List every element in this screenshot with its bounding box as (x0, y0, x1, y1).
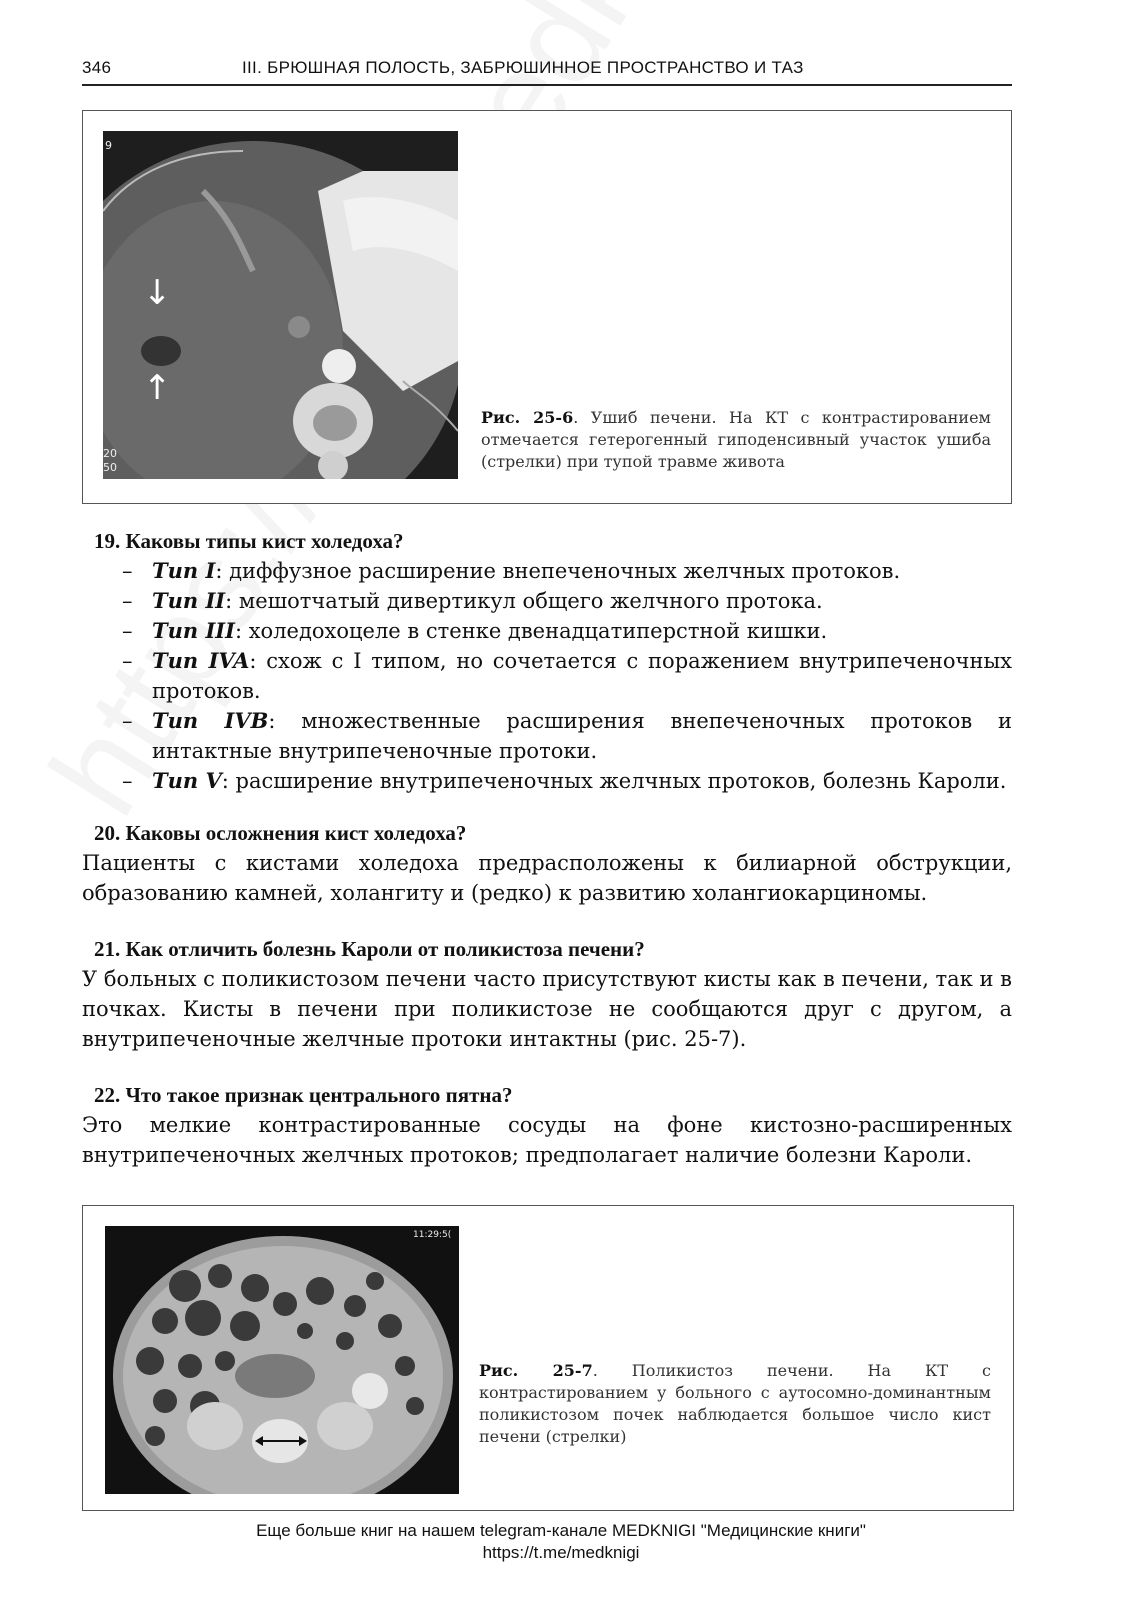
ct-scan-liver-contusion (103, 131, 458, 479)
cyst-types-list (82, 556, 1012, 796)
ct-label: 20 (103, 447, 117, 460)
caption-text: . Ушиб печени. На КТ с контрастированием отмечается гетерогенный гиподенсивный участок ушиба (стрелки) при тупой травме живота (481, 408, 991, 471)
question-answer: У больных с поликистозом печени часто присутствуют кисты как в печени, так и в почках. Кисты в печени при поликистозе не сообщаются друг с другом, а внутрипеченочные желчные протоки интактны (рис. 25-7). (82, 967, 1012, 1051)
list-item: – Тип I: диффузное расширение внепеченочных желчных протоков. (122, 558, 901, 583)
question-20 (82, 818, 1012, 908)
figure-25-7 (82, 1205, 1014, 1511)
list-item: – Тип III: холедохоцеле в стенке двенадцатиперстной кишки. (122, 618, 828, 643)
list-item: – Тип V: расширение внутрипеченочных желчных протоков, болезнь Кароли. (122, 768, 1007, 793)
footer (0, 1520, 1122, 1564)
figure-caption (481, 407, 991, 473)
list-item: – Тип II: мешотчатый дивертикул общего желчного протока. (122, 588, 823, 613)
question-19 (82, 526, 1012, 796)
ct-timestamp: 11:29:5( (413, 1230, 452, 1240)
question-answer: Пациенты с кистами холедоха предрасположены к билиарной обструкции, образованию камней, холангиту и (редко) к развитию холангиокарциномы. (82, 851, 1012, 905)
question-title: 21. Как отличить болезнь Кароли от поликистоза печени? (94, 937, 645, 961)
footer-link[interactable]: https://t.me/medknigi (482, 1543, 640, 1562)
question-title: 19. Каковы типы кист холедоха? (94, 529, 404, 553)
ct-label: 9 (105, 139, 112, 152)
question-title: 20. Каковы осложнения кист холедоха? (94, 821, 467, 845)
page-number: 346 (82, 58, 112, 77)
list-item: – Тип IVB: множественные расширения внепеченочных протоков и интактные внутрипеченочные протоки. (122, 708, 1012, 763)
caption-label: Рис. 25-6 (481, 408, 574, 427)
arrow-down-icon: ↓ (143, 273, 172, 313)
ct-label: 50 (103, 461, 117, 474)
question-answer: Это мелкие контрастированные сосуды на фоне кистозно-расширенных внутрипеченочных желчных протоков; предполагает наличие болезни Кароли. (82, 1113, 1012, 1167)
page-header (82, 54, 1012, 86)
list-item: – Тип IVA: схож с I типом, но сочетается с поражением внутрипеченочных протоков. (122, 648, 1012, 703)
arrow-up-icon: ↑ (143, 368, 172, 408)
question-21 (82, 934, 1012, 1054)
ct-image (105, 1226, 459, 1494)
caption-text: . Поликистоз печени. На КТ с контрастированием у больного с аутосомно-доминантным поликистозом почек наблюдается большое число кист печени (стрелки) (479, 1361, 991, 1446)
question-title: 22. Что такое признак центрального пятна? (94, 1083, 513, 1107)
footer-promo-text: Еще больше книг на нашем telegram-канале MEDKNIGI "Медицинские книги" (256, 1521, 866, 1540)
question-22 (82, 1080, 1012, 1170)
caption-label: Рис. 25-7 (479, 1361, 593, 1380)
section-title: III. БРЮШНАЯ ПОЛОСТЬ, ЗАБРЮШИННОЕ ПРОСТРАНСТВО И ТАЗ (242, 58, 804, 77)
figure-caption (479, 1360, 991, 1448)
figure-25-6 (82, 110, 1012, 504)
ct-scan-polycystic-liver (105, 1226, 459, 1494)
